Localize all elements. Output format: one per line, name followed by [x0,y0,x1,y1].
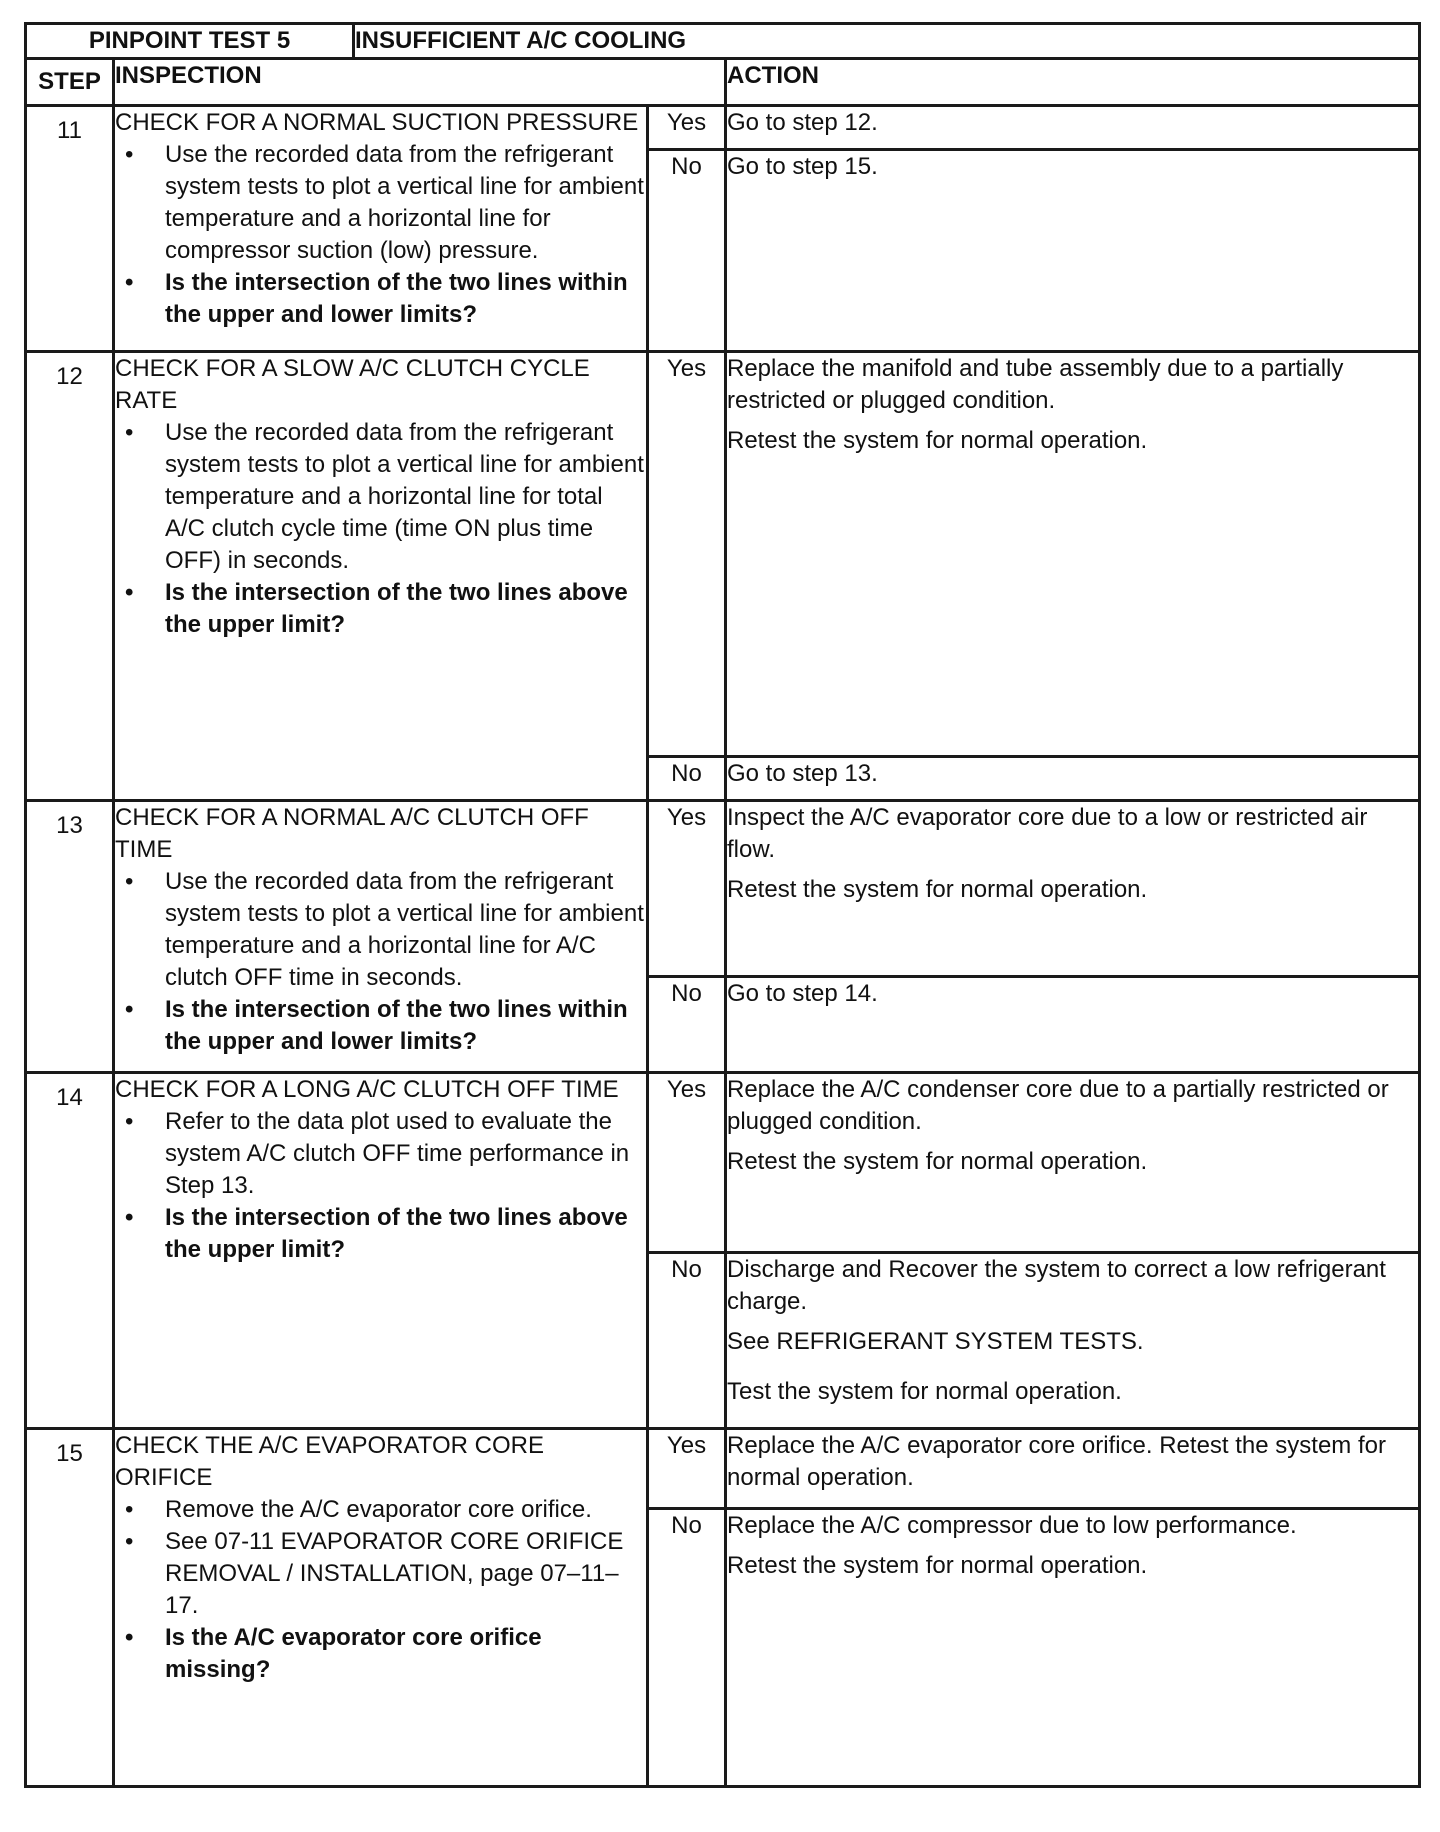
step-title: CHECK FOR A LONG A/C CLUTCH OFF TIME [115,1076,619,1103]
action-text: Discharge and Recover the system to correct a low refrigerant charge. [727,1256,1386,1315]
step-bullet: • Use the recorded data from the refrigerant system tests to plot a vertical line for ambient temperature and a horizontal line for compressor suction (low) pressure. [165,139,646,267]
step-11-yes-row [26,106,1420,150]
column-header-inspection: INSPECTION [114,59,726,106]
no-label: No [648,977,726,1073]
action-text: Go to step 14. [727,980,878,1007]
step-bullets [115,417,646,641]
yes-label: Yes [648,1073,726,1253]
no-action [726,977,1420,1073]
action-text: Retest the system for normal operation. [727,1552,1148,1579]
yes-label: Yes [648,106,726,150]
step-bullet: • Use the recorded data from the refrigerant system tests to plot a vertical line for ambient temperature and a horizontal line for A/C clutch OFF time in seconds. [165,866,646,994]
step-number: 12 [26,352,114,801]
action-text: Retest the system for normal operation. [727,427,1148,454]
no-action [726,757,1420,801]
step-14-yes-row [26,1073,1420,1253]
step-question: • Is the intersection of the two lines within the upper and lower limits? [165,267,646,331]
step-question: • Is the intersection of the two lines within the upper and lower limits? [165,994,646,1058]
action-text: Inspect the A/C evaporator core due to a low or restricted air flow. [727,804,1368,863]
action-text: Test the system for normal operation. [727,1378,1122,1405]
step-bullets [115,1106,646,1266]
yes-action [726,1073,1420,1253]
no-action [726,1509,1420,1787]
test-header-row [26,24,1420,59]
step-inspection [114,1429,648,1787]
yes-action [726,106,1420,150]
step-title: CHECK FOR A NORMAL A/C CLUTCH OFF TIME [115,804,589,863]
step-question: • Is the A/C evaporator core orifice missing? [165,1622,646,1686]
column-header-action: ACTION [726,59,1420,106]
action-text: Replace the A/C condenser core due to a partially restricted or plugged condition. [727,1076,1389,1135]
yes-action [726,352,1420,757]
no-label: No [648,1509,726,1787]
no-label: No [648,757,726,801]
yes-label: Yes [648,801,726,977]
column-header-step: STEP [26,59,114,106]
step-number: 15 [26,1429,114,1787]
step-12-yes-row [26,352,1420,757]
step-bullet: • Use the recorded data from the refrigerant system tests to plot a vertical line for ambient temperature and a horizontal line for total A/C clutch cycle time (time ON plus time OFF) in seconds. [165,417,646,577]
action-text: Go to step 13. [727,760,878,787]
action-text: Go to step 15. [727,153,878,180]
step-bullet: • Refer to the data plot used to evaluate the system A/C clutch OFF time performance in Step 13. [165,1106,646,1202]
no-label: No [648,150,726,352]
action-text: Replace the A/C evaporator core orifice. Retest the system for normal operation. [727,1432,1386,1491]
yes-action [726,801,1420,977]
pinpoint-test-table [24,22,1421,1788]
step-number: 14 [26,1073,114,1429]
step-inspection [114,1073,648,1429]
yes-label: Yes [648,352,726,757]
step-bullets [115,866,646,1058]
yes-label: Yes [648,1429,726,1509]
no-action [726,150,1420,352]
action-text: Retest the system for normal operation. [727,1148,1148,1175]
step-question: • Is the intersection of the two lines above the upper limit? [165,577,646,641]
step-title: CHECK FOR A SLOW A/C CLUTCH CYCLE RATE [115,355,590,414]
action-text: Replace the A/C compressor due to low performance. [727,1512,1297,1539]
no-action [726,1253,1420,1429]
step-bullet: • See 07-11 EVAPORATOR CORE ORIFICE REMOVAL / INSTALLATION, page 07–11–17. [165,1526,646,1622]
action-text: Go to step 12. [727,109,878,136]
step-inspection [114,352,648,801]
step-title: CHECK FOR A NORMAL SUCTION PRESSURE [115,109,639,136]
step-bullets [115,1494,646,1686]
step-number: 11 [26,106,114,352]
step-bullet: • Remove the A/C evaporator core orifice. [165,1494,646,1526]
step-number: 13 [26,801,114,1073]
step-inspection [114,801,648,1073]
column-header-row [26,59,1420,106]
no-label: No [648,1253,726,1429]
step-bullets [115,139,646,331]
test-label: PINPOINT TEST 5 [26,24,354,59]
test-title: INSUFFICIENT A/C COOLING [354,24,1420,59]
step-13-yes-row [26,801,1420,977]
yes-action [726,1429,1420,1509]
action-text: Retest the system for normal operation. [727,876,1148,903]
step-question: • Is the intersection of the two lines above the upper limit? [165,1202,646,1266]
step-15-yes-row [26,1429,1420,1509]
step-title: CHECK THE A/C EVAPORATOR CORE ORIFICE [115,1432,544,1491]
action-text: Replace the manifold and tube assembly due to a partially restricted or plugged condition. [727,355,1344,414]
action-text: See REFRIGERANT SYSTEM TESTS. [727,1328,1144,1355]
step-inspection [114,106,648,352]
